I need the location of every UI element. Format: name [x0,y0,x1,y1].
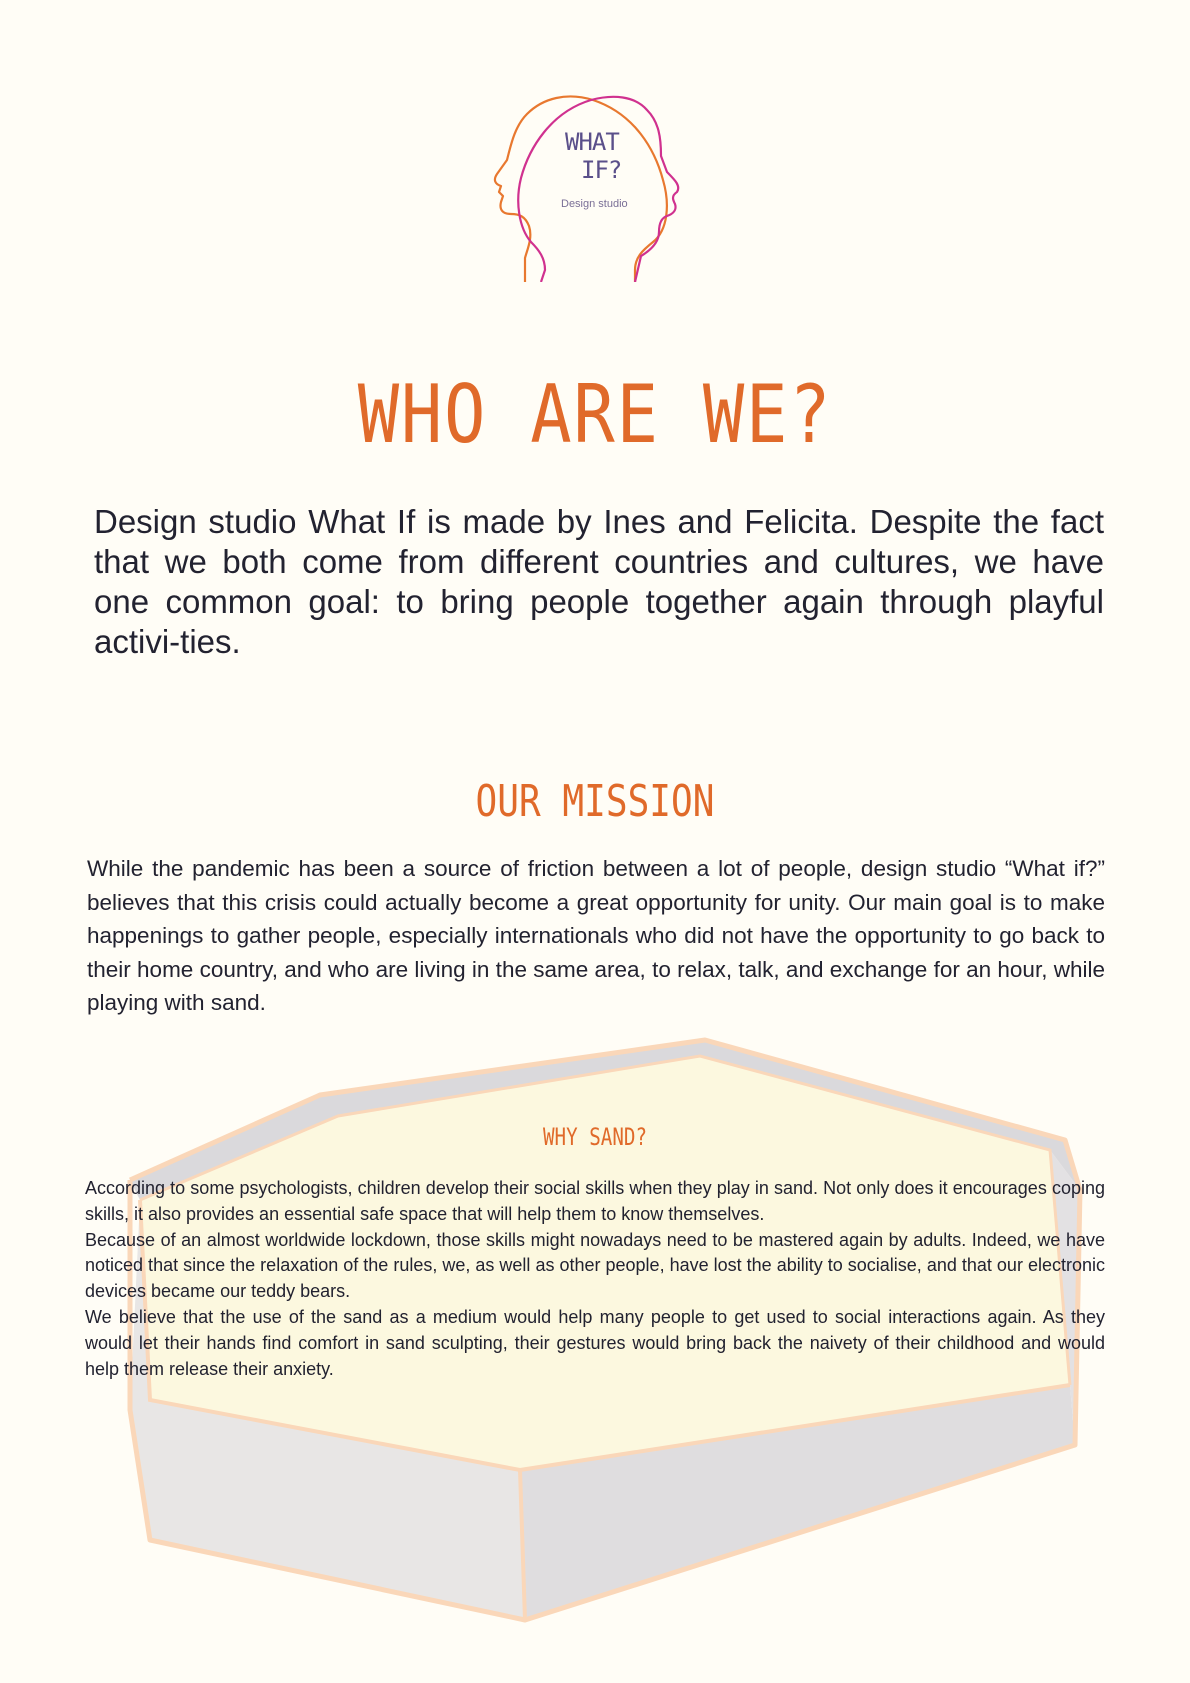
mission-heading: OUR MISSION [475,776,715,827]
why-sand-body [85,1176,1105,1382]
intro-paragraph: Design studio What If is made by Ines and Felicita. Despite the fact that we both come from different countries and cultures, we have one common goal: to bring people together again through playful activi-ties. [94,503,1104,660]
logo-title-line2: IF? [581,156,622,184]
logo-title-line1: WHAT [565,128,619,156]
logo [485,92,705,282]
why-sand-paragraph: We believe that the use of the sand as a medium would help many people to get used to social interactions again. As they would let their hands find comfort in sand sculpting, their gestures would bring back the naivety of their childhood and would help them release their anxiety. [85,1306,1105,1379]
why-sand-paragraph: Because of an almost worldwide lockdown, those skills might nowadays need to be mastered again by adults. Indeed, we have noticed that since the relaxation of the rules, we, as well as other people, have lost the ability to socialise, and that our electronic devices became our teddy bears. [85,1229,1105,1302]
logo-subtitle: Design studio [561,198,628,210]
heads-outline-icon [485,92,705,282]
mission-paragraph: While the pandemic has been a source of friction between a lot of people, design studio “What if?” believes that this crisis could actually become a great opportunity for unity. Our main goal is to make happenings to gather people, especially internationals who did not have the opportunity to go back to their home country, and who are living in the same area, to relax, talk, and exchange for an hour, while playing with sand. [87,856,1105,1015]
why-sand-paragraph: According to some psychologists, children develop their social skills when they play in sand. Not only does it encourages coping skills, it also provides an essential safe space that will help them to know themselves. [85,1178,1105,1224]
page-title: WHO ARE WE? [357,368,833,461]
why-sand-heading: WHY SAND? [542,1123,648,1151]
